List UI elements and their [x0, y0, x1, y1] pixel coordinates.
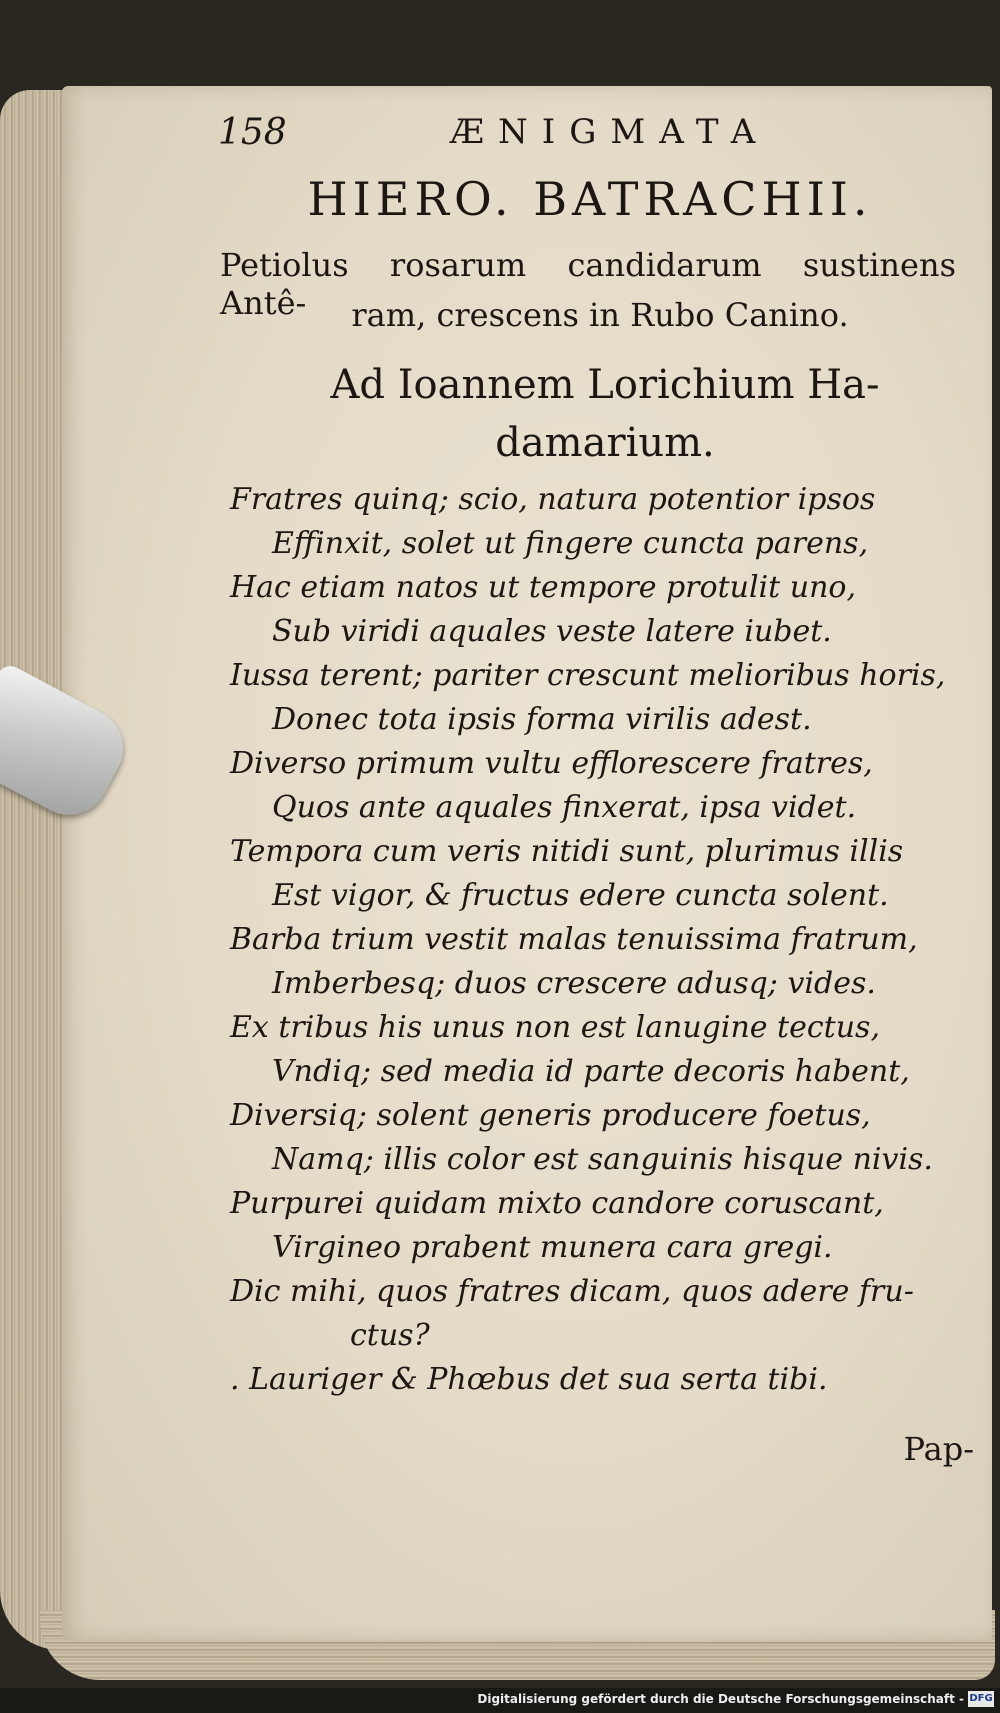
author-heading: HIERO. BATRACHII.: [307, 172, 873, 226]
book-page-edges: [0, 90, 70, 1650]
poem-line: Fratres quinq; scio, natura potentior ipsos: [230, 482, 876, 517]
poem-line: Hac etiam natos ut tempore protulit uno,: [230, 570, 856, 605]
poem-line: Ex tribus his unus non est lanugine tectus,: [230, 1010, 880, 1045]
poem-line: Purpurei quidam mixto candore coruscant,: [230, 1186, 884, 1221]
poem-line: Namq; illis color est sanguinis hisque nivis.: [272, 1142, 933, 1177]
poem-line: Imberbesq; duos crescere adusq; vides.: [272, 966, 876, 1001]
poem-line: Dic mihi, quos fratres dicam, quos adere fru-: [230, 1274, 914, 1309]
funding-credit: Digitalisierung gefördert durch die Deutsche Forschungsgemeinschaft -: [477, 1692, 964, 1706]
poem-line: Virgineo prabent munera cara gregi.: [272, 1230, 833, 1265]
poem-line: ctus?: [350, 1318, 430, 1353]
poem-line: Diversiq; solent generis producere foetus,: [230, 1098, 871, 1133]
poem-line: Est vigor, & fructus edere cuncta solent.: [272, 878, 889, 913]
poem-line: Diverso primum vultu efflorescere fratres,: [230, 746, 873, 781]
poem-line: Iussa terent; pariter crescunt melioribus horis,: [230, 658, 946, 693]
dedication-line: Ad Ioannem Lorichium Ha-: [330, 362, 880, 408]
subtitle-line: Petiolus rosarum candidarum sustinens Antê-: [220, 246, 956, 322]
poem-line: Quos ante aquales finxerat, ipsa videt.: [272, 790, 857, 825]
catchword: Pap-: [903, 1430, 974, 1468]
poem-line: Vndiq; sed media id parte decoris habent,: [272, 1054, 910, 1089]
subtitle-line: ram, crescens in Rubo Canino.: [351, 296, 849, 334]
poem-line: Sub viridi aquales veste latere iubet.: [272, 614, 832, 649]
poem-line: . Lauriger & Phœbus det sua serta tibi.: [230, 1362, 828, 1397]
page-number: 158: [218, 112, 287, 153]
dedication-line: damarium.: [495, 420, 715, 466]
dfg-logo: DFG: [968, 1691, 994, 1707]
poem-line: Effinxit, solet ut fingere cuncta parens,: [272, 526, 869, 561]
poem-line: Barba trium vestit malas tenuissima fratrum,: [230, 922, 918, 957]
poem-line: Tempora cum veris nitidi sunt, plurimus illis: [230, 834, 904, 869]
poem-line: Donec tota ipsis forma virilis adest.: [272, 702, 812, 737]
running-title: ÆNIGMATA: [450, 112, 770, 152]
